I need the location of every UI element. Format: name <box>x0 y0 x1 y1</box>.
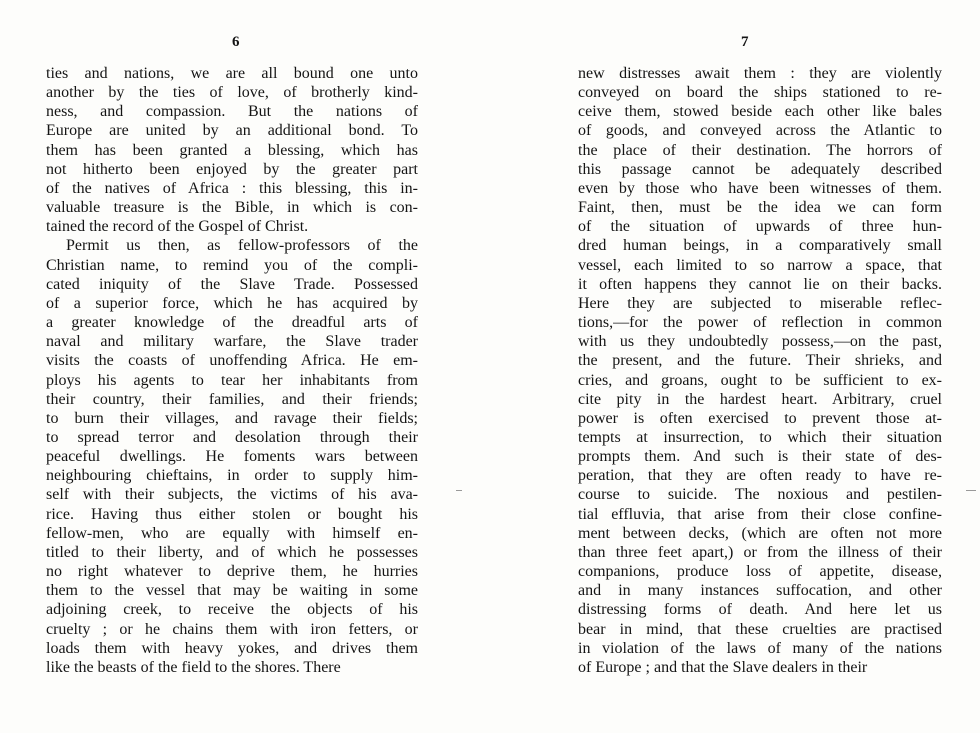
text-line: Faint, then, must be the idea we can form <box>578 199 942 217</box>
text-line: Europe are united by an additional bond. To <box>46 122 418 140</box>
text-line: of goods, and conveyed across the Atlantic to <box>578 122 942 140</box>
text-line: bear in mind, that these cruelties are practised <box>578 620 942 638</box>
text-line: self with their subjects, the victims of his ava- <box>46 486 418 504</box>
text-line: their country, their families, and their friends; <box>46 390 418 408</box>
text-line: power is often exercised to prevent those at- <box>578 409 942 427</box>
text-line: than three feet apart,) or from the illness of their <box>578 543 942 561</box>
text-line: to burn their villages, and ravage their fields; <box>46 409 418 427</box>
text-line: them has been granted a blessing, which has <box>46 141 418 159</box>
text-line: tial effluvia, that arise from their close confine- <box>578 505 942 523</box>
text-line: fellow-men, who are equally with himself en- <box>46 524 418 542</box>
text-line: Permit us then, as fellow-professors of the <box>66 237 418 255</box>
text-line: of Europe ; and that the Slave dealers in their <box>578 658 868 676</box>
text-line: cated iniquity of the Slave Trade. Possessed <box>46 275 418 293</box>
text-line: not hitherto been enjoyed by the greater part <box>46 160 418 178</box>
text-line: another by the ties of love, of brotherly kind- <box>46 84 418 102</box>
text-line: conveyed on board the ships stationed to re- <box>578 84 942 102</box>
text-line: adjoining creek, to receive the objects of his <box>46 601 418 619</box>
gutter-mark-left <box>456 490 462 491</box>
text-line: ment between decks, (which are often not more <box>578 524 942 542</box>
text-line: rice. Having thus either stolen or bought his <box>46 505 418 523</box>
text-line: ness, and compassion. But the nations of <box>46 103 418 121</box>
text-line: to spread terror and desolation through their <box>46 428 418 446</box>
text-line: cruelty ; or he chains them with iron fetters, or <box>46 620 418 638</box>
text-line: visits the coasts of unoffending Africa. He em- <box>46 352 418 370</box>
text-line: no right whatever to deprive them, he hurries <box>46 563 418 581</box>
text-line: ceive them, stowed beside each other like bales <box>578 103 942 121</box>
text-line: peration, that they are often ready to have re- <box>578 467 942 485</box>
text-line: tempts at insurrection, to which their situation <box>578 428 942 446</box>
text-line: peaceful dwellings. He foments wars between <box>46 448 418 466</box>
text-line: with us they undoubtedly possess,—on the past, <box>578 333 942 351</box>
text-line: it often happens they cannot lie on their backs. <box>578 275 942 293</box>
text-line: companions, produce loss of appetite, disease, <box>578 563 942 581</box>
text-line: new distresses await them : they are violently <box>578 65 942 82</box>
text-line: them to the vessel that may be waiting in some <box>46 582 418 600</box>
text-line: cries, and groans, ought to be sufficient to ex- <box>578 371 942 389</box>
text-line: course to suicide. The noxious and pestilen- <box>578 486 942 504</box>
text-line: the present, and the future. Their shrieks, and <box>578 352 942 370</box>
right-page <box>490 0 980 733</box>
text-line: in violation of the laws of many of the nations <box>578 639 942 657</box>
text-line: like the beasts of the field to the shores. There <box>46 658 341 676</box>
text-line: neighbouring chieftains, in order to supply him- <box>46 467 418 485</box>
right-page-text <box>578 64 942 677</box>
text-line: the place of their destination. The horrors of <box>578 141 942 159</box>
text-line: of the situation of upwards of three hun- <box>578 218 942 236</box>
text-line: this passage cannot be adequately described <box>578 160 942 178</box>
text-line: tions,—for the power of reflection in common <box>578 314 942 332</box>
text-line: prompts them. And such is their state of des- <box>578 448 942 466</box>
text-line: of the natives of Africa : this blessing, this in- <box>46 179 418 197</box>
text-line: and in many instances suffocation, and other <box>578 582 942 600</box>
text-line: a greater knowledge of the dreadful arts of <box>46 314 418 332</box>
text-line: Here they are subjected to miserable reflec- <box>578 294 942 312</box>
text-line: loads them with heavy yokes, and drives them <box>46 639 418 657</box>
text-line: Christian name, to remind you of the compli- <box>46 256 418 274</box>
text-line: titled to their liberty, and of which he possesses <box>46 543 418 561</box>
text-line: of a superior force, which he has acquired by <box>46 294 418 312</box>
text-line: distressing forms of death. And here let us <box>578 601 942 619</box>
text-line: tained the record of the Gospel of Christ. <box>46 218 309 236</box>
text-line: ties and nations, we are all bound one unto <box>46 65 418 82</box>
text-line: valuable treasure is the Bible, in which is con- <box>46 199 418 217</box>
text-line: naval and military warfare, the Slave trader <box>46 333 418 351</box>
left-page-number: 6 <box>232 34 240 50</box>
text-line: cite pity in the hardest heart. Arbitrary, cruel <box>578 390 942 408</box>
gutter-mark-right <box>966 490 976 491</box>
left-page-text <box>46 64 418 677</box>
text-line: ploys his agents to tear her inhabitants from <box>46 371 418 389</box>
right-page-number: 7 <box>741 34 749 50</box>
text-line: vessel, each limited to so narrow a space, that <box>578 256 942 274</box>
text-line: even by those who have been witnesses of them. <box>578 179 942 197</box>
text-line: dred human beings, in a comparatively small <box>578 237 942 255</box>
